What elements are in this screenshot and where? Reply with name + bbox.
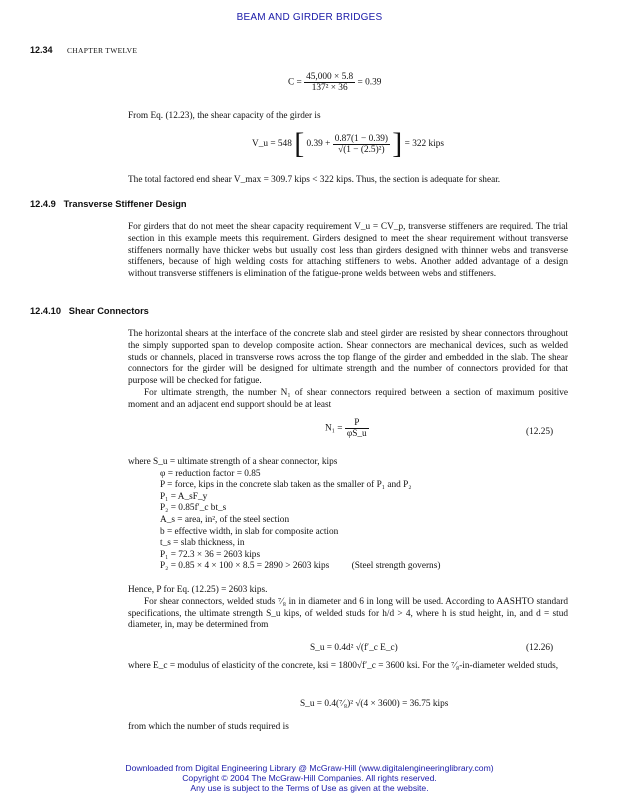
section-number: 12.4.9 — [30, 199, 56, 209]
eq-1225-label: (12.25) — [526, 427, 554, 437]
eq-c-numerator: 45,000 × 5.8 — [306, 72, 354, 82]
where-item-text: P₂ = 0.85 × 4 × 100 × 8.5 = 2890 > 2603 kips — [160, 561, 330, 572]
where-item: P₂ = 0.85f′_c bt_s — [160, 503, 227, 514]
modulus-text-before: where E_c = modulus of elasticity of the concrete, — [128, 661, 316, 671]
where-item: P₁ = 72.3 × 36 = 2603 kips — [160, 549, 261, 560]
running-header: BEAM AND GIRDER BRIDGES — [236, 12, 383, 23]
section-number: 12.4.10 — [30, 306, 62, 316]
where-item — [128, 561, 568, 573]
eq-vu-fraction — [333, 134, 390, 155]
where-item: b = effective width, in slab for composite action — [160, 526, 339, 537]
chapter-label: CHAPTER TWELVE — [67, 46, 138, 55]
hence-paragraph-2: For shear connectors, welded studs ⁷⁄₈ in in diameter and 6 in long will be used. According to AASHTO standard specifications, the ultimate strength S_u kips, of welded studs for h/d > 4, where h is stud height, in, and d = stud diameter, in, may be determined from — [128, 596, 568, 631]
equation-vu — [252, 127, 444, 160]
where-item: P₁ = A_sF_y — [160, 491, 208, 502]
equation-12-26: S_u = 0.4d² √(f′_c E_c) — [310, 643, 398, 653]
eq-1225-numerator: P — [345, 418, 369, 429]
left-bracket: [ — [294, 127, 305, 160]
eq-1225-denominator: φS_u — [346, 429, 367, 439]
stiffener-paragraph: For girders that do not meet the shear capacity requirement V_u = CV_p, transverse stiffeners are required. The trial section in this example meets this requirement. Girders designed to meet the shear requirement without transverse stiffeners normally have thicker webs but usually cost less than girders designed with thinner webs and transverse stiffeners, because of high welding costs for attaching stiffeners to webs. Another added advantage of a design without transverse stiffeners is elimination of the fatigue-prone welds between webs and stiffeners. — [128, 222, 568, 280]
where-item: P = force, kips in the concrete slab taken as the smaller of P₁ and P₂ — [160, 480, 412, 491]
footer-download-link[interactable]: Downloaded from Digital Engineering Library @ McGraw-Hill (www.digitalengineeringlibrary.com) — [125, 763, 494, 773]
where-list — [128, 457, 568, 573]
where-item: t_s = slab thickness, in — [160, 538, 245, 549]
eq-vu-denominator: √(1 − (2.5)²) — [338, 144, 385, 155]
eq-c-lhs: C = — [288, 77, 302, 88]
connector-paragraph-2: For ultimate strength, the number N₁ of shear connectors required between a section of maximum positive moment and an adjacent end support should be at least — [128, 387, 568, 410]
footer-copyright: Copyright © 2004 The McGraw-Hill Companies. All rights reserved. — [182, 773, 437, 783]
right-bracket: ] — [392, 127, 403, 160]
eq-1225-fraction — [345, 418, 369, 439]
equation-c — [288, 72, 381, 93]
modulus-inline-eq: ksi = 1800√f′_c = 3600 — [317, 661, 405, 671]
footer-terms-link[interactable]: Any use is subject to the Terms of Use as given at the website. — [190, 783, 429, 793]
eq-vu-lhs: V_u = 548 — [252, 139, 292, 150]
eq-vu-numerator: 0.87(1 − 0.39) — [334, 133, 388, 144]
hence-paragraph-1: Hence, P for Eq. (12.25) = 2603 kips. — [128, 585, 268, 595]
page-number: 12.34 — [30, 45, 53, 55]
eq-vu-term: 0.39 + — [306, 139, 331, 150]
closing-text: from which the number of studs required is — [128, 722, 289, 732]
where-item: A_s = area, in², of the steel section — [160, 514, 290, 525]
modulus-text-after: ksi. For the ⁷⁄₈-in-diameter welded studs, — [406, 661, 559, 671]
eq-1225-lhs: N₁ = — [325, 423, 343, 434]
modulus-paragraph — [128, 661, 568, 673]
equation-12-25 — [325, 418, 369, 439]
eq-1226-label: (12.26) — [526, 643, 554, 653]
eq-c-rhs: = 0.39 — [357, 77, 382, 88]
section-title: Shear Connectors — [68, 306, 149, 316]
total-shear-text: The total factored end shear V_max = 309.7 kips < 322 kips. Thus, the section is adequate for shear. — [128, 175, 501, 185]
section-heading-stiffener — [30, 199, 187, 209]
hence-paragraphs — [128, 585, 568, 632]
section-heading-connectors — [30, 306, 149, 316]
eq-c-denominator: 137² × 36 — [311, 83, 348, 93]
from-eq-text: From Eq. (12.23), the shear capacity of the girder is — [128, 111, 321, 121]
equation-su: S_u = 0.4(⁷⁄₈)² √(4 × 3600) = 36.75 kips — [300, 699, 449, 709]
section-title: Transverse Stiffener Design — [63, 199, 187, 209]
connector-paragraph-1: The horizontal shears at the interface of the concrete slab and steel girder are resisted by shear connectors throughout the simply supported span to develop composite action. Shear connectors are mechanical devices, such as welded studs or channels, placed in transverse rows across the top flange of the girder and embedded in the slab. The shear connectors for the girder will be designed for ultimate strength and the number of connectors provided for that purpose will be checked for fatigue. — [128, 329, 568, 387]
where-item: φ = reduction factor = 0.85 — [160, 468, 261, 479]
steel-governs-note: (Steel strength governs) — [351, 561, 441, 572]
eq-vu-rhs: = 322 kips — [404, 139, 444, 150]
connector-paragraphs — [128, 329, 568, 412]
footer — [0, 763, 619, 793]
eq-c-fraction — [304, 72, 355, 93]
where-item: where S_u = ultimate strength of a shear connector, kips — [128, 457, 338, 467]
